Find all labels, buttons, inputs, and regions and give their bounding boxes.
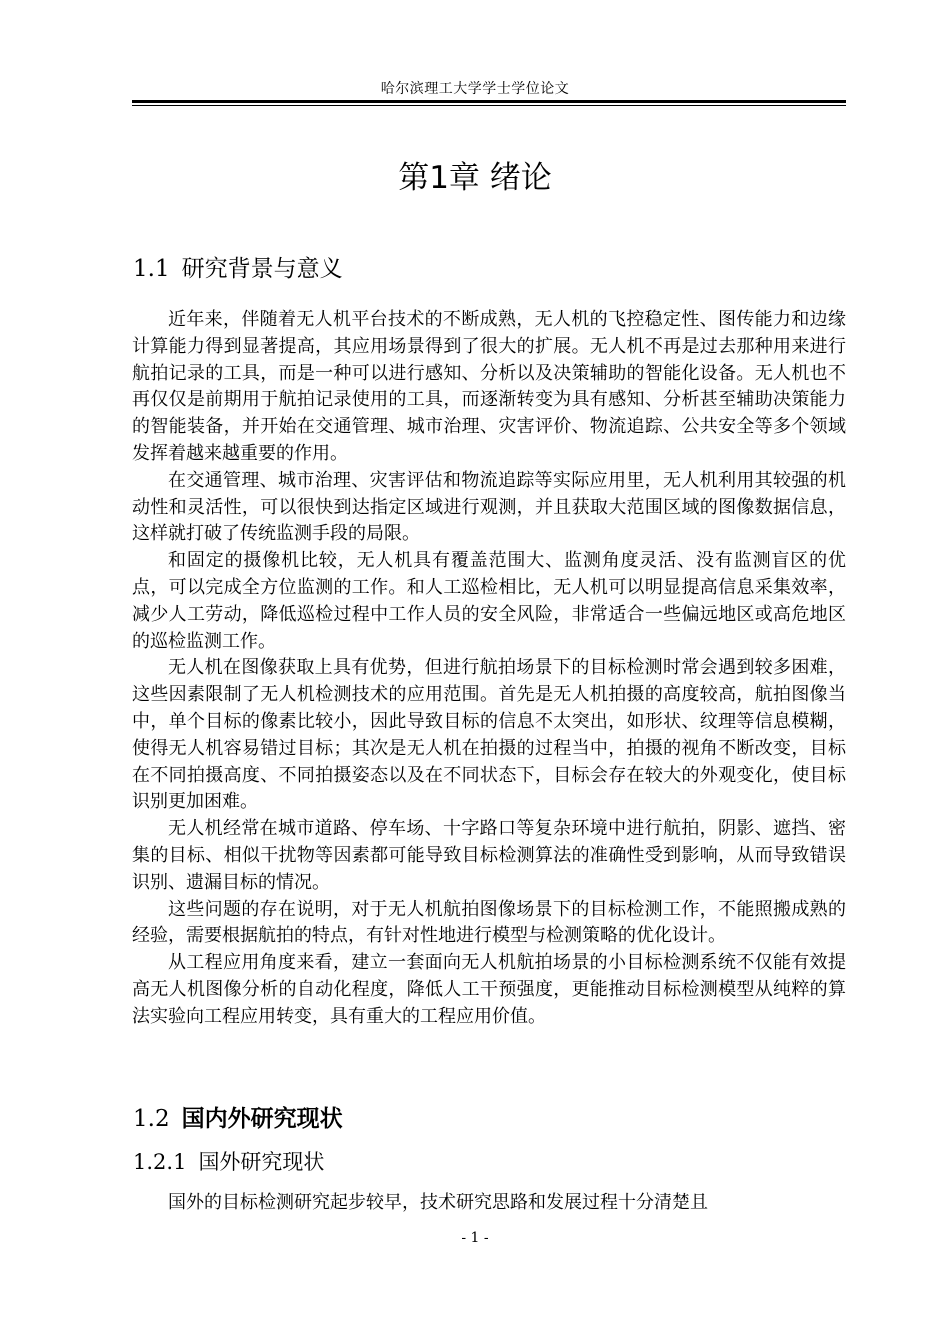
section-title: 国内外研究现状 <box>181 1106 343 1132</box>
section-number: 1.2 <box>133 1106 170 1132</box>
section-heading-1-2 <box>133 1100 343 1133</box>
subsection-number: 1.2.1 <box>133 1150 187 1174</box>
paragraph: 无人机经常在城市道路、停车场、十字路口等复杂环境中进行航拍，阴影、遮挡、密集的目标、相似干扰物等因素都可能导致目标检测算法的准确性受到影响，从而导致错误识别、遗漏目标的情况。 <box>132 818 846 893</box>
section-1-2-1-body <box>132 1190 846 1217</box>
subsection-title: 国外研究现状 <box>198 1150 325 1174</box>
paragraph: 近年来，伴随着无人机平台技术的不断成熟，无人机的飞控稳定性、图传能力和边缘计算能力得到显著提高，其应用场景得到了很大的扩展。无人机不再是过去那种用来进行航拍记录的工具，而是一种可以进行感知、分析以及决策辅助的智能化设备。无人机也不再仅仅是前期用于航拍记录使用的工具，而逐渐转变为具有感知、分析甚至辅助决策能力的智能装备，并开始在交通管理、城市治理、灾害评价、物流追踪、公共安全等多个领域发挥着越来越重要的作用。 <box>132 309 846 464</box>
paragraph: 无人机在图像获取上具有优势，但进行航拍场景下的目标检测时常会遇到较多困难，这些因素限制了无人机检测技术的应用范围。首先是无人机拍摄的高度较高，航拍图像当中，单个目标的像素比较小，因此导致目标的信息不太突出，如形状、纹理等信息模糊，使得无人机容易错过目标；其次是无人机在拍摄的过程当中，拍摄的视角不断改变，目标在不同拍摄高度、不同拍摄姿态以及在不同状态下，目标会存在较大的外观变化，使目标识别更加困难。 <box>132 657 846 813</box>
section-heading-1-1 <box>133 250 343 283</box>
page-number: - 1 - <box>461 1230 489 1246</box>
header-rule-thick <box>132 100 846 103</box>
header-rule-thin <box>132 105 846 106</box>
section-number: 1.1 <box>133 256 170 282</box>
paragraph: 和固定的摄像机比较，无人机具有覆盖范围大、监测角度灵活、没有监测盲区的优点，可以完成全方位监测的工作。和人工巡检相比，无人机可以明显提高信息采集效率，减少人工劳动，降低巡检过程中工作人员的安全风险，非常适合一些偏远地区或高危地区的巡检监测工作。 <box>132 550 846 652</box>
paragraph: 这些问题的存在说明，对于无人机航拍图像场景下的目标检测工作，不能照搬成熟的经验，需要根据航拍的特点，有针对性地进行模型与检测策略的优化设计。 <box>132 898 846 947</box>
paragraph: 从工程应用角度来看，建立一套面向无人机航拍场景的小目标检测系统不仅能有效提高无人机图像分析的自动化程度，降低人工干预强度，更能推动目标检测模型从纯粹的算法实验向工程应用转变，具有重大的工程应用价值。 <box>132 952 846 1027</box>
subsection-heading-1-2-1 <box>133 1146 324 1176</box>
paragraph: 在交通管理、城市治理、灾害评估和物流追踪等实际应用里，无人机利用其较强的机动性和灵活性，可以很快到达指定区域进行观测，并且获取大范围区域的图像数据信息，这样就打破了传统监测手段的局限。 <box>132 469 846 545</box>
section-title: 研究背景与意义 <box>181 256 343 282</box>
paragraph: 国外的目标检测研究起步较早，技术研究思路和发展过程十分清楚且 <box>168 1192 708 1213</box>
chapter-title: 第1章 绪论 <box>398 160 552 196</box>
section-1-1-body <box>132 307 846 1031</box>
running-header: 哈尔滨理工大学学士学位论文 <box>380 81 570 97</box>
